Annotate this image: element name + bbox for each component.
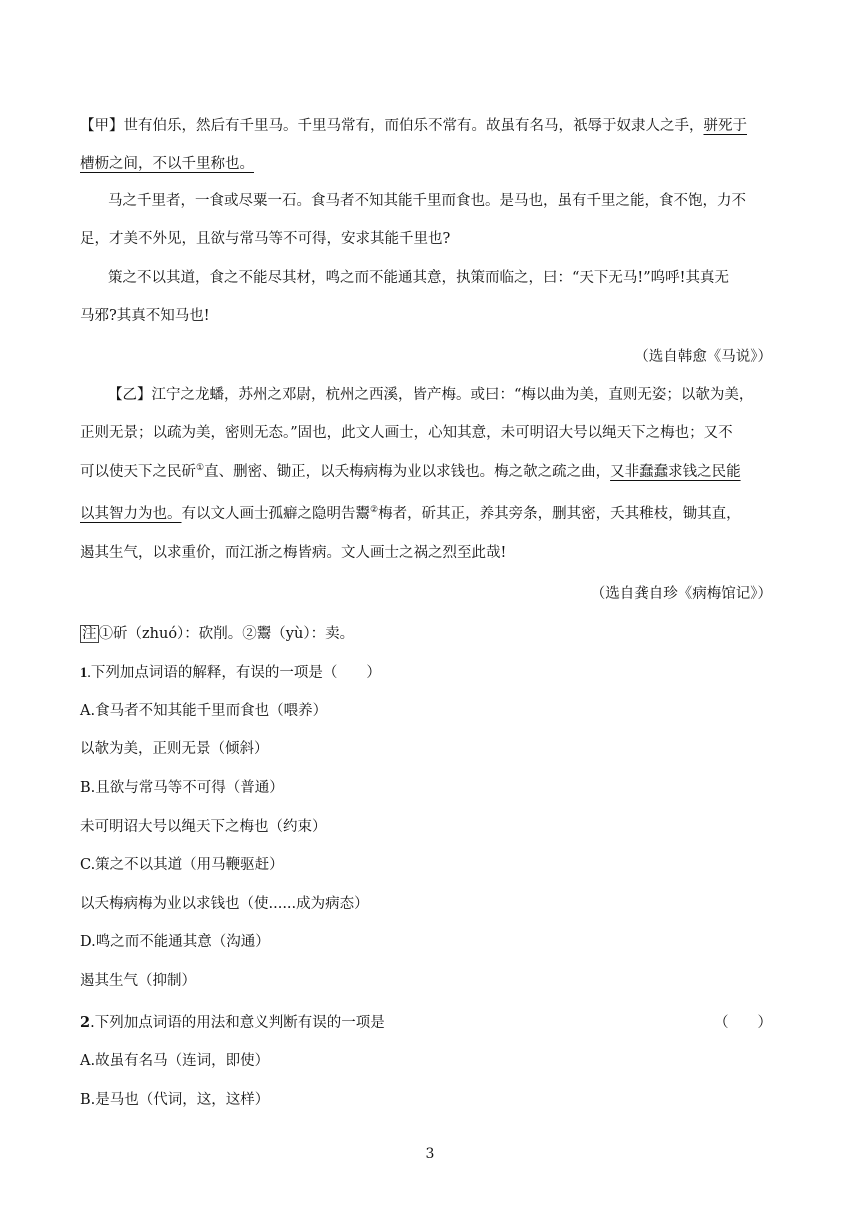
page-number: 3 bbox=[425, 1146, 435, 1162]
jia-underlined-text: 骈死于 bbox=[703, 118, 747, 134]
yi-text: 直、删密、锄正，以夭梅病梅为业以求钱也。梅之欹之疏之曲， bbox=[204, 464, 611, 480]
jia-underlined-text: 槽枥之间，不以千里称也。 bbox=[80, 156, 254, 172]
q1-number: 1 bbox=[80, 665, 88, 681]
q2-answer-paren: （ ） bbox=[714, 1015, 772, 1031]
footnote-marker: ① bbox=[196, 463, 205, 474]
q2-number: 2 bbox=[80, 1014, 91, 1031]
yi-line1: 【乙】江宁之龙蟠，苏州之邓尉，杭州之西溪，皆产梅。或曰：“梅以曲为美，直则无姿；以欹为美， bbox=[108, 387, 754, 403]
note-text: ①斫（zhuó）：砍削。②鬻（yù）：卖。 bbox=[98, 626, 355, 642]
q1-option-b1: B.且欲与常马等不可得（普通） bbox=[80, 780, 284, 796]
yi-line3 bbox=[80, 460, 741, 481]
q2-stem bbox=[80, 1011, 385, 1032]
q1-stem bbox=[80, 661, 381, 682]
q2-stem-text: .下列加点词语的用法和意义判断有误的一项是 bbox=[90, 1015, 385, 1031]
jia-para1-line1 bbox=[80, 114, 747, 135]
yi-line4 bbox=[80, 502, 741, 523]
yi-underlined-text: 以其智力为也。 bbox=[80, 506, 182, 522]
yi-text: 梅者，斫其正，养其旁条，删其密，夭其稚枝，锄其直， bbox=[378, 506, 741, 522]
jia-source: （选自韩愈《马说》） bbox=[634, 349, 772, 365]
note bbox=[80, 622, 354, 643]
jia-para1-line2 bbox=[80, 152, 254, 173]
jia-para2-line1: 马之千里者，一食或尽粟一石。食马者不知其能千里而食也。是马也，虽有千里之能，食不饱，力不 bbox=[108, 193, 746, 209]
yi-text: 有以文人画士孤癖之隐明告鬻 bbox=[181, 506, 370, 522]
q1-option-a2: 以欹为美，正则无景（倾斜） bbox=[80, 741, 269, 757]
q1-stem-text: .下列加点词语的解释，有误的一项是（ ） bbox=[87, 665, 381, 681]
jia-para3-line1: 策之不以其道，食之不能尽其材，鸣之而不能通其意，执策而临之，曰：“天下无马!”呜呼!其真无 bbox=[108, 270, 729, 286]
q1-option-c1: C.策之不以其道（用马鞭驱赶） bbox=[80, 857, 284, 873]
note-label: 注 bbox=[82, 626, 97, 642]
yi-underlined-text: 又非蠢蠢求钱之民能 bbox=[610, 464, 741, 480]
q1-option-c2: 以夭梅病梅为业以求钱也（使......成为病态） bbox=[80, 896, 369, 912]
yi-line2: 正则无景；以疏为美，密则无态。”固也，此文人画士，心知其意，未可明诏大号以绳天下之梅也；又不 bbox=[80, 425, 733, 441]
jia-para2-line2: 足，才美不外见，且欲与常马等不可得，安求其能千里也? bbox=[80, 231, 451, 247]
yi-source: （选自龚自珍《病梅馆记》） bbox=[590, 586, 772, 602]
jia-para3-line2: 马邪?其真不知马也! bbox=[80, 308, 210, 324]
q1-option-d2: 遏其生气（抑制） bbox=[80, 973, 196, 989]
jia-text: 【甲】世有伯乐，然后有千里马。千里马常有，而伯乐不常有。故虽有名马，祇辱于奴隶人之手， bbox=[80, 118, 704, 134]
q1-option-a1: A.食马者不知其能千里而食也（喂养） bbox=[80, 703, 328, 719]
q1-option-d1: D.鸣之而不能通其意（沟通） bbox=[80, 934, 270, 950]
footnote-marker: ② bbox=[370, 505, 379, 516]
q2-option-a: A.故虽有名马（连词，即使） bbox=[80, 1053, 270, 1069]
q2-option-b: B.是马也（代词，这，这样） bbox=[80, 1092, 270, 1108]
yi-text: 可以使天下之民斫 bbox=[80, 464, 196, 480]
yi-line5: 遏其生气，以求重价，而江浙之梅皆病。文人画士之祸之烈至此哉! bbox=[80, 545, 507, 561]
q1-option-b2: 未可明诏大号以绳天下之梅也（约束） bbox=[80, 819, 327, 835]
